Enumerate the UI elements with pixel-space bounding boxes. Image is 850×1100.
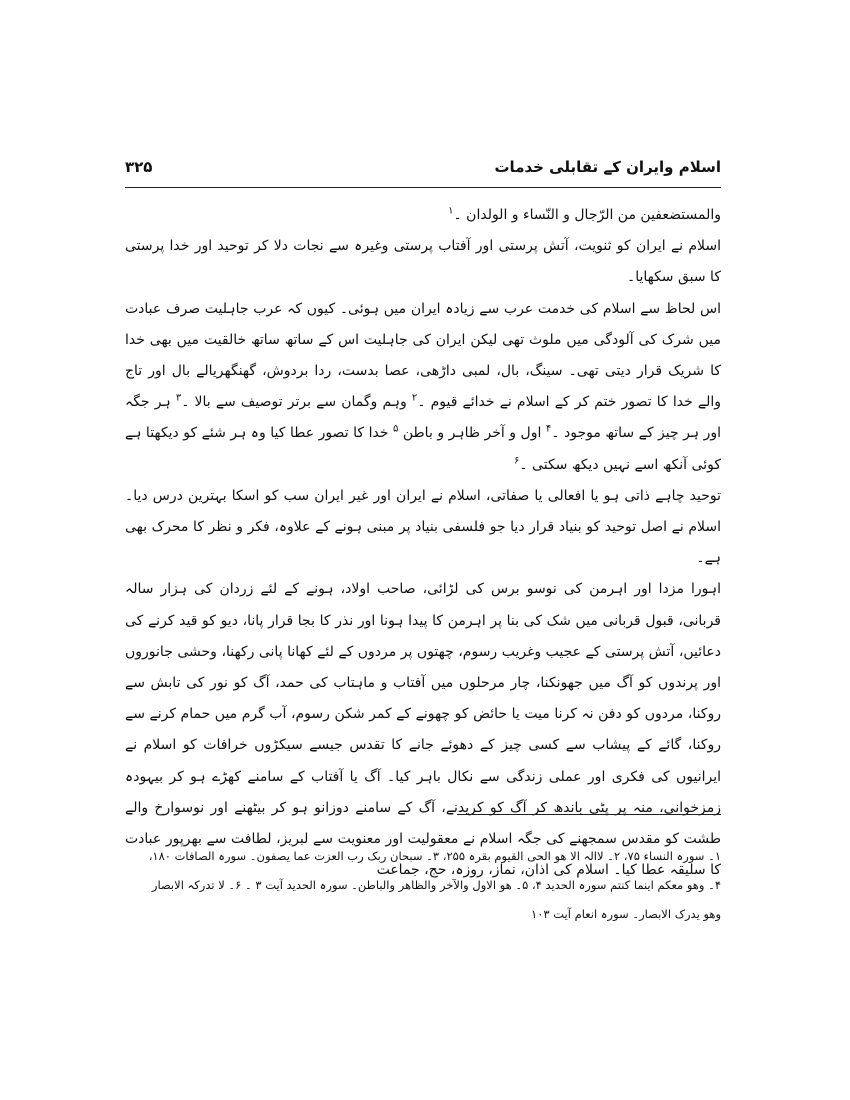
paragraph: توحید چاہے ذاتی ہو یا افعالی یا صفاتی، اسلام نے ایران اور غیر ایران سب کو اسکا بہترین درس دیا۔ اسلام نے اصل توحید کو بنیاد قرار دیا جو فلسفی بنیاد پر مبنی ہونے کے علاوہ، فکر و نظر کا محرک بھی ہے۔ [125,487,721,567]
footnote-ref: ۶ [514,454,520,466]
footnote-line: ۱۔ سورہ النساء ۷۵، ۲۔ لاالہ الا ھو الحی القیوم بقرہ ۲۵۵، ۳۔ سبحان ربک رب العزت عما یصفون۔ سورہ الصافات ۱۸۰، [148,849,721,863]
body-text [125,200,721,886]
paragraph-text: خدا کا تصور عطا کیا وہ ہر شئے کو دیکھتا ہے کوئی آنکھ اسے نہیں دیکھ سکتی ۔ [125,425,721,473]
page-number: ۳۲۵ [125,158,153,176]
running-title: اسلام وایران کے تقابلی خدمات [494,158,721,176]
footnote-ref: ۲ [411,392,418,404]
footnotes [125,842,721,929]
footnote-ref: ۱ [448,205,454,217]
paragraph [125,294,721,481]
header-divider [125,187,721,188]
footnote-ref: ۴ [545,423,552,435]
paragraph-text: اول و آخر ظاہر و باطن [398,425,546,442]
footnote-line: ۴۔ وھو معکم اینما کنتم سورہ الحدید ۴، ۵۔ ھو الاول والآخر والظاھر والباطن۔ سورہ الحدید آیت ۳ ۔ ۶۔ لا تدرکہ الابصار [151,878,721,892]
paragraph-text: ہر جگہ اور ہر چیز کے ساتھ موجود ۔ [125,394,721,442]
footnote-divider [457,814,721,815]
footnote-ref: ۳ [175,392,182,404]
quote-text: والمستضعفین من الرّجال و النّساء و الولدان ۔ [453,207,721,223]
paragraph-text: اس لحاظ سے اسلام کی خدمت عرب سے زیادہ ایران میں ہوئی۔ کیوں کہ عرب جاہلیت صرف عبادت میں شرک کی آلودگی میں ملوث تھی لیکن ایران کی جاہلیت اس کے ساتھ ساتھ خالقیت میں بھی خدا کا شریک قرار دیتی تھی۔ سینگ، بال، لمبی داڑھی، عصا بدست، ردا بردوش، گھنگھریالے بال اور تاج والے خدا کا تصور ختم کر کے اسلام نے خدائے قیوم ۔ [125,300,721,411]
paragraph-quote [125,200,721,231]
paragraph-text: وہم وگمان سے برتر توصیف سے بالا ۔ [181,394,412,411]
footnote-ref: ۵ [392,423,399,435]
paragraph: اہورا مزدا اور اہرمن کی نوسو برس کی لڑائی، صاحب اولاد، ہونے کے لئے زردان کی ہزار سالہ قربانی، قبول قربانی میں شک کی بنا پر اہرمن کا پیدا ہونا اور نذر کا بجا قرار پانا، دیو کو قید کرنے کی دعائیں، آتش پرستی کے عجیب وغریب رسوم، چھتوں پر مردوں کے لئے کھانا پانی رکھنا، وحشی جانوروں اور پرندوں کو آگ میں جھونکنا، چار مرحلوں میں آفتاب و ماہتاب کی حمد، آگ کو نور کی تابش سے روکنا، مردوں کو دفن نہ کرنا میت یا حائض کو چھونے کے کمر شکن رسوم، آب گرم میں حمام کرنے سے روکنا، گائے کے پیشاب سے کسی چیز کے دھوئے جانے کا تقدس جیسے سیکڑوں خرافات کو اسلام نے ایرانیوں کی فکری اور عملی زندگی سے نکال باہر کیا۔ آگ یا آفتاب کے سامنے کھڑے ہو کر بیہودہ زمزخوانی، منہ پر پٹی باندھ کر آگ کو کریدنے، آگ کے سامنے دوزانو ہو کر بیٹھنے اور نوسوارخ والے طشت کو مقدس سمجھنے کی جگہ اسلام نے معقولیت اور معنویت سے لبریز، لطافت سے بھرپور عبادت کا سلیقہ عطا کیا۔ اسلام کی اذان، نماز، روزہ، حج، جماعت [125,581,721,879]
paragraph: اسلام نے ایران کو ثنویت، آتش پرستی اور آفتاب پرستی وغیرہ سے نجات دلا کر توحید اور خدا پرستی کا سبق سکھایا۔ [125,238,721,286]
footnote-line: وھو یدرک الابصار۔ سورہ انعام آیت ۱۰۳ [531,907,721,921]
page-header [125,158,721,188]
